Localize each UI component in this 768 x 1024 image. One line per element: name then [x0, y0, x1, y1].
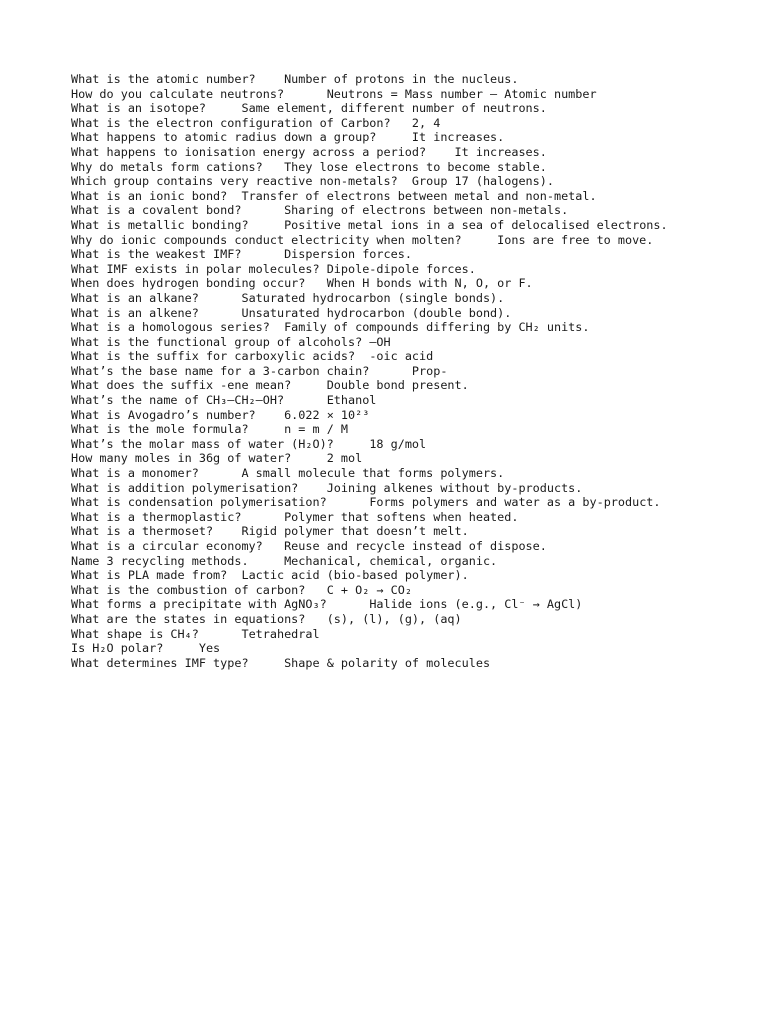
- qa-line: What is a thermoplastic? Polymer that softens when heated.: [71, 509, 519, 524]
- qa-line: What is a thermoset? Rigid polymer that doesn’t melt.: [71, 524, 469, 539]
- qa-line: What is metallic bonding? Positive metal ions in a sea of delocalised electrons.: [71, 217, 668, 232]
- qa-line: What is a covalent bond? Sharing of electrons between non-metals.: [71, 203, 569, 218]
- qa-line: What happens to ionisation energy across a period? It increases.: [71, 144, 547, 159]
- qa-line: What’s the base name for a 3-carbon chain? Prop-: [71, 363, 448, 378]
- qa-line: Name 3 recycling methods. Mechanical, chemical, organic.: [71, 553, 498, 568]
- qa-line: What shape is CH₄? Tetrahedral: [71, 626, 320, 641]
- qa-line: What is an isotope? Same element, different number of neutrons.: [71, 101, 547, 116]
- qa-line: How do you calculate neutrons? Neutrons = Mass number – Atomic number: [71, 86, 597, 101]
- qa-line: What is a circular economy? Reuse and recycle instead of dispose.: [71, 539, 547, 553]
- qa-line: What is the suffix for carboxylic acids? -oic acid: [71, 349, 434, 364]
- qa-line: What is an alkene? Unsaturated hydrocarbon (double bond).: [71, 305, 512, 320]
- qa-line: Is H₂O polar? Yes: [71, 641, 221, 656]
- qa-line: What’s the name of CH₃–CH₂–OH? Ethanol: [71, 393, 377, 408]
- qa-line: What IMF exists in polar molecules? Dipole-dipole forces.: [71, 261, 476, 276]
- qa-line: What is a monomer? A small molecule that forms polymers.: [71, 466, 505, 481]
- qa-line: What is an ionic bond? Transfer of electrons between metal and non-metal.: [71, 188, 597, 203]
- qa-line: What is the combustion of carbon? C + O₂ → CO₂: [71, 582, 412, 597]
- qa-line: What is condensation polymerisation? Forms polymers and water as a by-product.: [71, 495, 661, 510]
- qa-line: What forms a precipitate with AgNO₃? Halide ions (e.g., Cl⁻ → AgCl): [71, 597, 583, 612]
- qa-line: What is an alkane? Saturated hydrocarbon (single bonds).: [71, 290, 505, 305]
- qa-line: What are the states in equations? (s), (l), (g), (aq): [71, 611, 462, 626]
- qa-line: What is the atomic number? Number of protons in the nucleus.: [71, 72, 519, 86]
- qa-line: How many moles in 36g of water? 2 mol: [71, 451, 363, 466]
- qa-line: What is addition polymerisation? Joining alkenes without by-products.: [71, 480, 583, 495]
- qa-line: What is the mole formula? n = m / M: [71, 422, 348, 437]
- qa-line: Why do metals form cations? They lose electrons to become stable.: [71, 159, 547, 174]
- qa-line: What’s the molar mass of water (H₂O)? 18 g/mol: [71, 436, 427, 451]
- qa-line: Why do ionic compounds conduct electricity when molten? Ions are free to move.: [71, 232, 654, 247]
- qa-line: What happens to atomic radius down a group? It increases.: [71, 130, 505, 145]
- qa-line: What is PLA made from? Lactic acid (bio-based polymer).: [71, 568, 469, 583]
- qa-line: What is Avogadro’s number? 6.022 × 10²³: [71, 407, 370, 422]
- qa-list: [71, 72, 711, 670]
- qa-line: What is a homologous series? Family of compounds differing by CH₂ units.: [71, 320, 590, 335]
- qa-line: Which group contains very reactive non-metals? Group 17 (halogens).: [71, 174, 554, 189]
- qa-line: What is the weakest IMF? Dispersion forces.: [71, 247, 412, 262]
- qa-line: What determines IMF type? Shape & polarity of molecules: [71, 655, 491, 670]
- qa-line: When does hydrogen bonding occur? When H bonds with N, O, or F.: [71, 276, 533, 291]
- qa-line: What is the functional group of alcohols? –OH: [71, 334, 391, 349]
- qa-line: What is the electron configuration of Carbon? 2, 4: [71, 115, 441, 130]
- qa-line: What does the suffix -ene mean? Double bond present.: [71, 378, 469, 393]
